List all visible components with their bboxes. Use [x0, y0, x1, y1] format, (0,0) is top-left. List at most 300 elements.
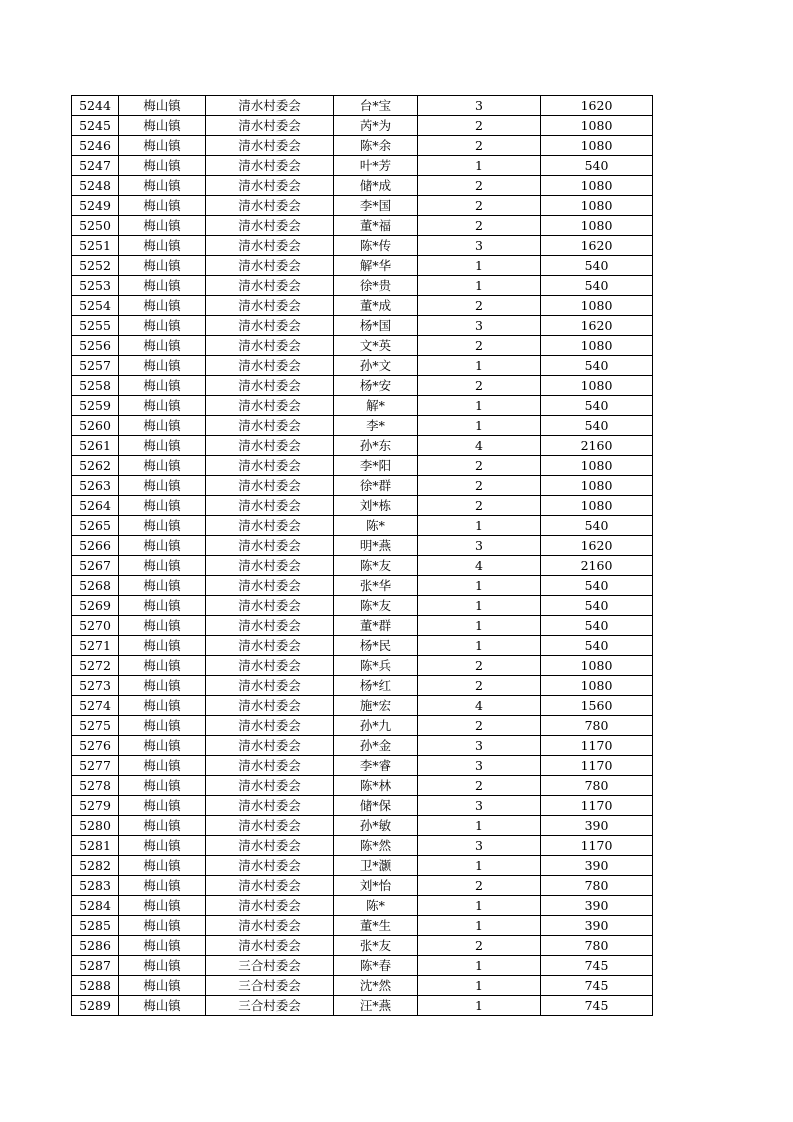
table-row [72, 636, 653, 656]
name-cell: 刘*怡 [334, 876, 418, 896]
table-row [72, 856, 653, 876]
village-committee-cell: 清水村委会 [206, 756, 334, 776]
people-count-cell: 3 [418, 796, 541, 816]
table-row [72, 736, 653, 756]
table-row [72, 976, 653, 996]
row-number-cell: 5258 [72, 376, 119, 396]
village-committee-cell: 清水村委会 [206, 316, 334, 336]
town-cell: 梅山镇 [119, 876, 206, 896]
amount-cell: 780 [541, 876, 653, 896]
village-committee-cell: 清水村委会 [206, 916, 334, 936]
name-cell: 孙*东 [334, 436, 418, 456]
town-cell: 梅山镇 [119, 236, 206, 256]
amount-cell: 1560 [541, 696, 653, 716]
amount-cell: 540 [541, 276, 653, 296]
amount-cell: 540 [541, 396, 653, 416]
people-count-cell: 3 [418, 836, 541, 856]
people-count-cell: 1 [418, 576, 541, 596]
people-count-cell: 2 [418, 676, 541, 696]
row-number-cell: 5254 [72, 296, 119, 316]
name-cell: 陈*春 [334, 956, 418, 976]
town-cell: 梅山镇 [119, 316, 206, 336]
data-table [71, 95, 653, 1016]
row-number-cell: 5250 [72, 216, 119, 236]
people-count-cell: 1 [418, 416, 541, 436]
amount-cell: 540 [541, 356, 653, 376]
village-committee-cell: 清水村委会 [206, 556, 334, 576]
row-number-cell: 5276 [72, 736, 119, 756]
town-cell: 梅山镇 [119, 616, 206, 636]
village-committee-cell: 清水村委会 [206, 176, 334, 196]
village-committee-cell: 清水村委会 [206, 196, 334, 216]
row-number-cell: 5260 [72, 416, 119, 436]
row-number-cell: 5248 [72, 176, 119, 196]
row-number-cell: 5288 [72, 976, 119, 996]
people-count-cell: 1 [418, 976, 541, 996]
table-row [72, 876, 653, 896]
town-cell: 梅山镇 [119, 96, 206, 116]
people-count-cell: 2 [418, 776, 541, 796]
village-committee-cell: 清水村委会 [206, 596, 334, 616]
town-cell: 梅山镇 [119, 576, 206, 596]
amount-cell: 540 [541, 516, 653, 536]
village-committee-cell: 清水村委会 [206, 216, 334, 236]
town-cell: 梅山镇 [119, 256, 206, 276]
table-row [72, 96, 653, 116]
name-cell: 施*宏 [334, 696, 418, 716]
name-cell: 陈*友 [334, 556, 418, 576]
amount-cell: 1620 [541, 316, 653, 336]
amount-cell: 390 [541, 916, 653, 936]
name-cell: 李* [334, 416, 418, 436]
people-count-cell: 3 [418, 236, 541, 256]
amount-cell: 1080 [541, 136, 653, 156]
town-cell: 梅山镇 [119, 436, 206, 456]
name-cell: 杨*国 [334, 316, 418, 336]
village-committee-cell: 清水村委会 [206, 836, 334, 856]
village-committee-cell: 清水村委会 [206, 736, 334, 756]
people-count-cell: 1 [418, 996, 541, 1016]
table-row [72, 216, 653, 236]
name-cell: 董*生 [334, 916, 418, 936]
village-committee-cell: 清水村委会 [206, 436, 334, 456]
people-count-cell: 2 [418, 336, 541, 356]
village-committee-cell: 清水村委会 [206, 396, 334, 416]
people-count-cell: 1 [418, 956, 541, 976]
row-number-cell: 5289 [72, 996, 119, 1016]
table-row [72, 996, 653, 1016]
table-row [72, 396, 653, 416]
people-count-cell: 1 [418, 256, 541, 276]
village-committee-cell: 清水村委会 [206, 936, 334, 956]
village-committee-cell: 清水村委会 [206, 896, 334, 916]
village-committee-cell: 清水村委会 [206, 856, 334, 876]
name-cell: 李*国 [334, 196, 418, 216]
village-committee-cell: 清水村委会 [206, 416, 334, 436]
name-cell: 张*华 [334, 576, 418, 596]
table-row [72, 936, 653, 956]
table-row [72, 556, 653, 576]
village-committee-cell: 清水村委会 [206, 616, 334, 636]
row-number-cell: 5244 [72, 96, 119, 116]
amount-cell: 390 [541, 856, 653, 876]
town-cell: 梅山镇 [119, 276, 206, 296]
table-row [72, 356, 653, 376]
village-committee-cell: 清水村委会 [206, 236, 334, 256]
name-cell: 董*福 [334, 216, 418, 236]
table-row [72, 416, 653, 436]
table-row [72, 536, 653, 556]
people-count-cell: 2 [418, 116, 541, 136]
town-cell: 梅山镇 [119, 516, 206, 536]
table-row [72, 696, 653, 716]
name-cell: 董*群 [334, 616, 418, 636]
data-table-container [71, 95, 653, 1016]
people-count-cell: 2 [418, 876, 541, 896]
row-number-cell: 5261 [72, 436, 119, 456]
name-cell: 李*阳 [334, 456, 418, 476]
amount-cell: 540 [541, 256, 653, 276]
row-number-cell: 5262 [72, 456, 119, 476]
name-cell: 芮*为 [334, 116, 418, 136]
amount-cell: 1620 [541, 96, 653, 116]
village-committee-cell: 清水村委会 [206, 816, 334, 836]
people-count-cell: 2 [418, 716, 541, 736]
people-count-cell: 2 [418, 456, 541, 476]
name-cell: 杨*红 [334, 676, 418, 696]
table-row [72, 596, 653, 616]
name-cell: 明*燕 [334, 536, 418, 556]
table-row [72, 336, 653, 356]
name-cell: 沈*然 [334, 976, 418, 996]
table-row [72, 376, 653, 396]
people-count-cell: 1 [418, 616, 541, 636]
row-number-cell: 5269 [72, 596, 119, 616]
row-number-cell: 5267 [72, 556, 119, 576]
town-cell: 梅山镇 [119, 396, 206, 416]
name-cell: 孙*金 [334, 736, 418, 756]
name-cell: 刘*栋 [334, 496, 418, 516]
town-cell: 梅山镇 [119, 296, 206, 316]
town-cell: 梅山镇 [119, 976, 206, 996]
row-number-cell: 5253 [72, 276, 119, 296]
town-cell: 梅山镇 [119, 956, 206, 976]
table-row [72, 836, 653, 856]
name-cell: 陈*林 [334, 776, 418, 796]
town-cell: 梅山镇 [119, 896, 206, 916]
village-committee-cell: 清水村委会 [206, 116, 334, 136]
row-number-cell: 5264 [72, 496, 119, 516]
table-row [72, 256, 653, 276]
people-count-cell: 1 [418, 636, 541, 656]
town-cell: 梅山镇 [119, 476, 206, 496]
table-row [72, 116, 653, 136]
row-number-cell: 5249 [72, 196, 119, 216]
town-cell: 梅山镇 [119, 176, 206, 196]
town-cell: 梅山镇 [119, 456, 206, 476]
town-cell: 梅山镇 [119, 816, 206, 836]
amount-cell: 1080 [541, 216, 653, 236]
amount-cell: 780 [541, 716, 653, 736]
amount-cell: 1170 [541, 796, 653, 816]
people-count-cell: 2 [418, 376, 541, 396]
town-cell: 梅山镇 [119, 656, 206, 676]
row-number-cell: 5263 [72, 476, 119, 496]
amount-cell: 540 [541, 576, 653, 596]
amount-cell: 780 [541, 776, 653, 796]
name-cell: 陈*兵 [334, 656, 418, 676]
name-cell: 文*英 [334, 336, 418, 356]
village-committee-cell: 三合村委会 [206, 976, 334, 996]
people-count-cell: 1 [418, 156, 541, 176]
town-cell: 梅山镇 [119, 736, 206, 756]
town-cell: 梅山镇 [119, 776, 206, 796]
row-number-cell: 5270 [72, 616, 119, 636]
people-count-cell: 3 [418, 756, 541, 776]
people-count-cell: 2 [418, 936, 541, 956]
town-cell: 梅山镇 [119, 796, 206, 816]
town-cell: 梅山镇 [119, 756, 206, 776]
amount-cell: 1080 [541, 656, 653, 676]
town-cell: 梅山镇 [119, 136, 206, 156]
people-count-cell: 2 [418, 296, 541, 316]
name-cell: 陈*友 [334, 596, 418, 616]
table-row [72, 956, 653, 976]
amount-cell: 540 [541, 636, 653, 656]
town-cell: 梅山镇 [119, 336, 206, 356]
village-committee-cell: 清水村委会 [206, 136, 334, 156]
table-row [72, 316, 653, 336]
amount-cell: 780 [541, 936, 653, 956]
people-count-cell: 3 [418, 96, 541, 116]
amount-cell: 1080 [541, 676, 653, 696]
people-count-cell: 1 [418, 356, 541, 376]
village-committee-cell: 清水村委会 [206, 496, 334, 516]
people-count-cell: 1 [418, 856, 541, 876]
people-count-cell: 4 [418, 436, 541, 456]
row-number-cell: 5257 [72, 356, 119, 376]
village-committee-cell: 清水村委会 [206, 296, 334, 316]
town-cell: 梅山镇 [119, 116, 206, 136]
name-cell: 杨*民 [334, 636, 418, 656]
village-committee-cell: 清水村委会 [206, 716, 334, 736]
village-committee-cell: 清水村委会 [206, 256, 334, 276]
table-row [72, 176, 653, 196]
village-committee-cell: 清水村委会 [206, 876, 334, 896]
table-row [72, 656, 653, 676]
village-committee-cell: 清水村委会 [206, 456, 334, 476]
people-count-cell: 4 [418, 556, 541, 576]
village-committee-cell: 清水村委会 [206, 796, 334, 816]
village-committee-cell: 清水村委会 [206, 536, 334, 556]
row-number-cell: 5283 [72, 876, 119, 896]
row-number-cell: 5273 [72, 676, 119, 696]
name-cell: 叶*芳 [334, 156, 418, 176]
row-number-cell: 5281 [72, 836, 119, 856]
town-cell: 梅山镇 [119, 636, 206, 656]
people-count-cell: 1 [418, 396, 541, 416]
town-cell: 梅山镇 [119, 196, 206, 216]
table-row [72, 496, 653, 516]
people-count-cell: 3 [418, 736, 541, 756]
table-row [72, 616, 653, 636]
amount-cell: 745 [541, 976, 653, 996]
table-row [72, 276, 653, 296]
town-cell: 梅山镇 [119, 536, 206, 556]
village-committee-cell: 清水村委会 [206, 156, 334, 176]
table-row [72, 676, 653, 696]
amount-cell: 1170 [541, 756, 653, 776]
row-number-cell: 5252 [72, 256, 119, 276]
amount-cell: 2160 [541, 436, 653, 456]
table-row [72, 516, 653, 536]
village-committee-cell: 清水村委会 [206, 516, 334, 536]
people-count-cell: 3 [418, 536, 541, 556]
village-committee-cell: 清水村委会 [206, 636, 334, 656]
amount-cell: 1170 [541, 736, 653, 756]
name-cell: 陈*余 [334, 136, 418, 156]
name-cell: 卫*灏 [334, 856, 418, 876]
table-row [72, 296, 653, 316]
amount-cell: 1170 [541, 836, 653, 856]
name-cell: 陈* [334, 896, 418, 916]
village-committee-cell: 清水村委会 [206, 356, 334, 376]
row-number-cell: 5282 [72, 856, 119, 876]
row-number-cell: 5265 [72, 516, 119, 536]
row-number-cell: 5256 [72, 336, 119, 356]
row-number-cell: 5266 [72, 536, 119, 556]
name-cell: 徐*群 [334, 476, 418, 496]
town-cell: 梅山镇 [119, 696, 206, 716]
row-number-cell: 5275 [72, 716, 119, 736]
name-cell: 孙*敏 [334, 816, 418, 836]
name-cell: 张*友 [334, 936, 418, 956]
village-committee-cell: 清水村委会 [206, 696, 334, 716]
amount-cell: 390 [541, 816, 653, 836]
town-cell: 梅山镇 [119, 376, 206, 396]
name-cell: 徐*贵 [334, 276, 418, 296]
row-number-cell: 5278 [72, 776, 119, 796]
town-cell: 梅山镇 [119, 836, 206, 856]
table-row [72, 776, 653, 796]
people-count-cell: 3 [418, 316, 541, 336]
row-number-cell: 5255 [72, 316, 119, 336]
row-number-cell: 5259 [72, 396, 119, 416]
name-cell: 陈*然 [334, 836, 418, 856]
amount-cell: 1080 [541, 496, 653, 516]
name-cell: 董*成 [334, 296, 418, 316]
people-count-cell: 2 [418, 176, 541, 196]
people-count-cell: 1 [418, 916, 541, 936]
people-count-cell: 2 [418, 216, 541, 236]
town-cell: 梅山镇 [119, 676, 206, 696]
village-committee-cell: 清水村委会 [206, 376, 334, 396]
amount-cell: 1080 [541, 456, 653, 476]
town-cell: 梅山镇 [119, 356, 206, 376]
people-count-cell: 1 [418, 516, 541, 536]
town-cell: 梅山镇 [119, 496, 206, 516]
table-row [72, 576, 653, 596]
name-cell: 储*成 [334, 176, 418, 196]
town-cell: 梅山镇 [119, 716, 206, 736]
amount-cell: 1080 [541, 116, 653, 136]
people-count-cell: 2 [418, 136, 541, 156]
town-cell: 梅山镇 [119, 936, 206, 956]
row-number-cell: 5280 [72, 816, 119, 836]
row-number-cell: 5246 [72, 136, 119, 156]
row-number-cell: 5274 [72, 696, 119, 716]
amount-cell: 1080 [541, 476, 653, 496]
name-cell: 杨*安 [334, 376, 418, 396]
town-cell: 梅山镇 [119, 996, 206, 1016]
people-count-cell: 2 [418, 476, 541, 496]
row-number-cell: 5285 [72, 916, 119, 936]
amount-cell: 540 [541, 416, 653, 436]
table-row [72, 156, 653, 176]
name-cell: 陈*传 [334, 236, 418, 256]
village-committee-cell: 清水村委会 [206, 676, 334, 696]
table-row [72, 916, 653, 936]
amount-cell: 745 [541, 996, 653, 1016]
amount-cell: 1620 [541, 236, 653, 256]
amount-cell: 2160 [541, 556, 653, 576]
row-number-cell: 5245 [72, 116, 119, 136]
village-committee-cell: 三合村委会 [206, 996, 334, 1016]
row-number-cell: 5251 [72, 236, 119, 256]
table-row [72, 896, 653, 916]
name-cell: 陈* [334, 516, 418, 536]
row-number-cell: 5277 [72, 756, 119, 776]
table-row [72, 476, 653, 496]
row-number-cell: 5284 [72, 896, 119, 916]
table-row [72, 756, 653, 776]
table-row [72, 716, 653, 736]
village-committee-cell: 清水村委会 [206, 656, 334, 676]
table-row [72, 796, 653, 816]
name-cell: 李*睿 [334, 756, 418, 776]
amount-cell: 745 [541, 956, 653, 976]
name-cell: 储*保 [334, 796, 418, 816]
name-cell: 孙*文 [334, 356, 418, 376]
name-cell: 解*华 [334, 256, 418, 276]
amount-cell: 540 [541, 616, 653, 636]
village-committee-cell: 清水村委会 [206, 576, 334, 596]
table-row [72, 436, 653, 456]
table-row [72, 236, 653, 256]
village-committee-cell: 清水村委会 [206, 96, 334, 116]
amount-cell: 1080 [541, 336, 653, 356]
town-cell: 梅山镇 [119, 156, 206, 176]
table-row [72, 136, 653, 156]
row-number-cell: 5287 [72, 956, 119, 976]
village-committee-cell: 清水村委会 [206, 276, 334, 296]
amount-cell: 1080 [541, 196, 653, 216]
village-committee-cell: 清水村委会 [206, 776, 334, 796]
people-count-cell: 1 [418, 896, 541, 916]
town-cell: 梅山镇 [119, 856, 206, 876]
row-number-cell: 5286 [72, 936, 119, 956]
people-count-cell: 1 [418, 596, 541, 616]
people-count-cell: 1 [418, 276, 541, 296]
town-cell: 梅山镇 [119, 916, 206, 936]
town-cell: 梅山镇 [119, 416, 206, 436]
town-cell: 梅山镇 [119, 216, 206, 236]
village-committee-cell: 清水村委会 [206, 336, 334, 356]
row-number-cell: 5272 [72, 656, 119, 676]
name-cell: 解* [334, 396, 418, 416]
table-row [72, 816, 653, 836]
table-row [72, 456, 653, 476]
